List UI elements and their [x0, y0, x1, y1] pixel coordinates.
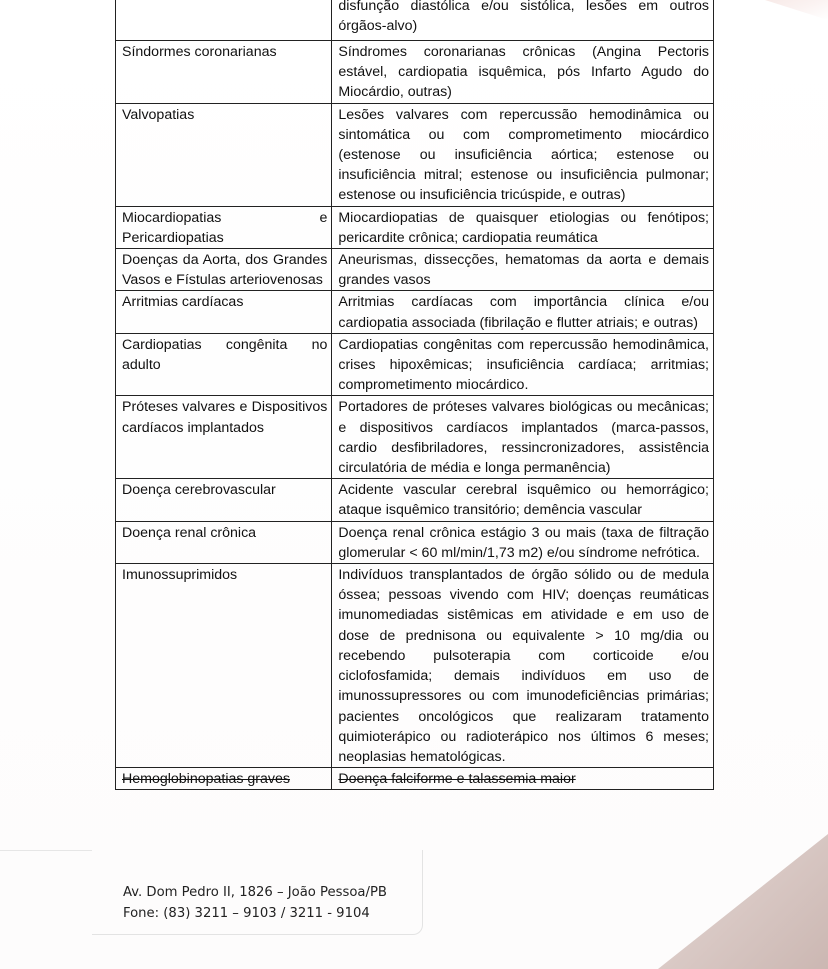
description-cell: disfunção diastólica e/ou sistólica, lesões em outros órgãos-alvo)	[332, 0, 714, 41]
footer-contact	[123, 882, 387, 924]
footer-divider	[0, 850, 92, 851]
table-row	[116, 206, 714, 248]
description-cell: Doença renal crônica estágio 3 ou mais (taxa de filtração glomerular < 60 ml/min/1,73 m2) e/ou síndrome nefrótica.	[332, 521, 714, 563]
comorbidities-table	[115, 0, 714, 790]
decorative-corner-top	[738, 0, 828, 20]
condition-cell: Valvopatias	[116, 103, 332, 206]
description-cell: Cardiopatias congênitas com repercussão hemodinâmica, crises hipoxêmicas; insuficiência cardíaca; arritmias; comprometimento miocárdico.	[332, 333, 714, 396]
decorative-corner-bottom	[658, 834, 828, 969]
condition-cell: Síndormes coronarianas	[116, 41, 332, 104]
description-cell: Indivíduos transplantados de órgão sólido ou de medula óssea; pessoas vivendo com HIV; doenças reumáticas imunomediadas sistêmicas em atividade e em uso de dose de prednisona ou equivalente > 10 mg/dia ou recebendo pulsoterapia com corticoide e/ou ciclofosfamida; demais indivíduos em uso de imunossupressores ou com imunodeficiências primárias; pacientes oncológicos que realizaram tratamento quimioterápico ou radioterápico nos últimos 6 meses; neoplasias hematológicas.	[332, 564, 714, 768]
table-row	[116, 249, 714, 291]
table-row	[116, 291, 714, 333]
condition-cell	[116, 0, 332, 41]
condition-cell: Doença cerebrovascular	[116, 479, 332, 521]
table-row	[116, 103, 714, 206]
description-text: Doença falciforme e talassemia maior	[338, 771, 576, 788]
condition-cell: Imunossuprimidos	[116, 564, 332, 768]
table-row	[116, 479, 714, 521]
description-cell: Portadores de próteses valvares biológicas ou mecânicas; e dispositivos cardíacos implantados (marca-passos, cardio desfibriladores, ressincronizadores, assistência circulatória de média e longa permanência)	[332, 396, 714, 479]
table-row	[116, 564, 714, 768]
table-row	[116, 521, 714, 563]
table-row	[116, 768, 714, 790]
condition-cell: Próteses valvares e Dispositivos cardíacos implantados	[116, 396, 332, 479]
condition-cell: Doenças da Aorta, dos Grandes Vasos e Fístulas arteriovenosas	[116, 249, 332, 291]
condition-cell: Doença renal crônica	[116, 521, 332, 563]
description-cell: Aneurismas, dissecções, hematomas da aorta e demais grandes vasos	[332, 249, 714, 291]
table-row	[116, 0, 714, 41]
table-row	[116, 333, 714, 396]
description-cell: Acidente vascular cerebral isquêmico ou hemorrágico; ataque isquêmico transitório; demência vascular	[332, 479, 714, 521]
condition-cell: Cardiopatias congênita no adulto	[116, 333, 332, 396]
condition-cell: Arritmias cardíacas	[116, 291, 332, 333]
footer-phone: Fone: (83) 3211 – 9103 / 3211 - 9104	[123, 906, 370, 921]
condition-text: Hemoglobinopatias graves	[122, 771, 290, 788]
description-cell: Arritmias cardíacas com importância clínica e/ou cardiopatia associada (fibrilação e flutter atriais; e outras)	[332, 291, 714, 333]
table-row	[116, 41, 714, 104]
description-cell: Síndromes coronarianas crônicas (Angina Pectoris estável, cardiopatia isquêmica, pós Infarto Agudo do Miocárdio, outras)	[332, 41, 714, 104]
condition-cell	[116, 768, 332, 790]
description-cell: Lesões valvares com repercussão hemodinâmica ou sintomática ou com comprometimento miocárdico (estenose ou insuficiência aórtica; estenose ou insuficiência mitral; estenose ou insuficiência pulmonar; estenose ou insuficiência tricúspide, e outras)	[332, 103, 714, 206]
description-cell	[332, 768, 714, 790]
condition-cell: Miocardiopatias e Pericardiopatias	[116, 206, 332, 248]
table-row	[116, 396, 714, 479]
footer-address: Av. Dom Pedro II, 1826 – João Pessoa/PB	[123, 885, 387, 900]
description-cell: Miocardiopatias de quaisquer etiologias ou fenótipos; pericardite crônica; cardiopatia reumática	[332, 206, 714, 248]
